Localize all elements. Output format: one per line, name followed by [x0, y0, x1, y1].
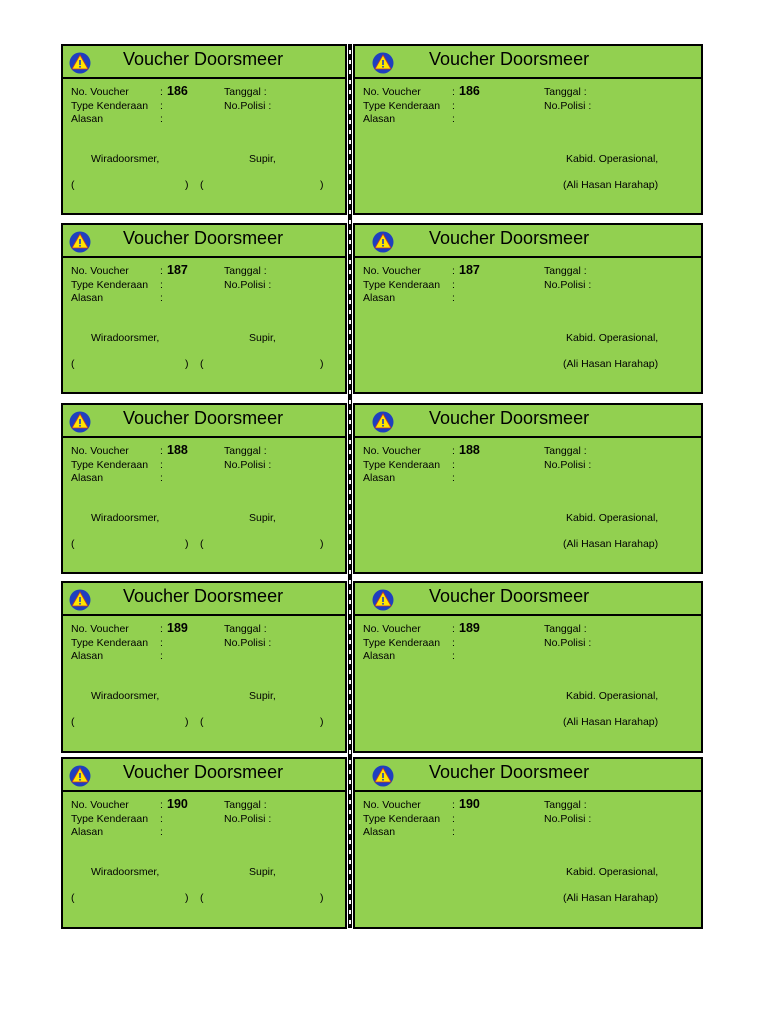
wiradoorsmer-label: Wiradoorsmer,	[91, 153, 160, 165]
voucher-header	[355, 225, 701, 258]
signature-open-paren: (	[71, 179, 75, 191]
kabid-operasional-label: Kabid. Operasional,	[566, 690, 659, 702]
tanggal-label: Tanggal :	[224, 445, 267, 457]
signature-close-paren: )	[185, 358, 189, 370]
alasan-label: Alasan	[363, 113, 396, 125]
no-polisi-label: No.Polisi :	[544, 813, 592, 825]
no-voucher-label: No. Voucher	[363, 86, 421, 98]
no-voucher-colon: :	[452, 86, 455, 98]
voucher-card-right	[353, 403, 703, 574]
alasan-colon: :	[160, 826, 163, 838]
no-polisi-label: No.Polisi :	[544, 459, 592, 471]
alasan-colon: :	[160, 472, 163, 484]
signature-open-paren: (	[71, 892, 75, 904]
supir-label: Supir,	[249, 866, 276, 878]
supir-label: Supir,	[249, 512, 276, 524]
voucher-header	[63, 46, 345, 79]
signature-open-paren: (	[200, 179, 204, 191]
type-kendaraan-label: Type Kenderaan	[71, 637, 149, 649]
voucher-number: 186	[459, 84, 480, 98]
tanggal-label: Tanggal :	[224, 86, 267, 98]
voucher-title: Voucher Doorsmeer	[123, 49, 284, 69]
type-kendaraan-colon: :	[452, 813, 455, 825]
wiradoorsmer-label: Wiradoorsmer,	[91, 512, 160, 524]
company-logo-icon	[69, 411, 91, 433]
wiradoorsmer-label: Wiradoorsmer,	[91, 332, 160, 344]
type-kendaraan-label: Type Kenderaan	[363, 459, 441, 471]
signature-close-paren: )	[185, 179, 189, 191]
kabid-name: (Ali Hasan Harahap)	[563, 716, 659, 728]
type-kendaraan-label: Type Kenderaan	[71, 459, 149, 471]
type-kendaraan-colon: :	[452, 637, 455, 649]
supir-label: Supir,	[249, 332, 276, 344]
signature-close-paren: )	[320, 716, 324, 728]
signature-close-paren: )	[320, 358, 324, 370]
type-kendaraan-colon: :	[160, 279, 163, 291]
voucher-card-left	[61, 757, 347, 929]
company-logo-icon	[372, 765, 394, 787]
tanggal-label: Tanggal :	[544, 799, 587, 811]
alasan-colon: :	[160, 292, 163, 304]
voucher-header	[355, 583, 701, 616]
kabid-name: (Ali Hasan Harahap)	[563, 538, 659, 550]
no-voucher-colon: :	[452, 623, 455, 635]
signature-close-paren: )	[320, 538, 324, 550]
voucher-header	[355, 405, 701, 438]
tanggal-label: Tanggal :	[544, 265, 587, 277]
signature-close-paren: )	[320, 892, 324, 904]
kabid-operasional-label: Kabid. Operasional,	[566, 153, 659, 165]
voucher-card-right	[353, 757, 703, 929]
no-voucher-colon: :	[160, 265, 163, 277]
type-kendaraan-label: Type Kenderaan	[363, 813, 441, 825]
no-voucher-label: No. Voucher	[363, 265, 421, 277]
alasan-label: Alasan	[363, 292, 396, 304]
voucher-title: Voucher Doorsmeer	[429, 762, 590, 782]
no-voucher-label: No. Voucher	[363, 799, 421, 811]
no-voucher-label: No. Voucher	[71, 265, 129, 277]
no-voucher-label: No. Voucher	[71, 623, 129, 635]
company-logo-icon	[372, 52, 394, 74]
kabid-operasional-label: Kabid. Operasional,	[566, 866, 659, 878]
no-voucher-label: No. Voucher	[71, 445, 129, 457]
alasan-label: Alasan	[71, 826, 104, 838]
voucher-title: Voucher Doorsmeer	[429, 408, 590, 428]
wiradoorsmer-label: Wiradoorsmer,	[91, 866, 160, 878]
no-voucher-colon: :	[452, 799, 455, 811]
alasan-colon: :	[452, 826, 455, 838]
type-kendaraan-colon: :	[452, 100, 455, 112]
voucher-number: 190	[459, 797, 480, 811]
tanggal-label: Tanggal :	[224, 623, 267, 635]
type-kendaraan-label: Type Kenderaan	[71, 279, 149, 291]
voucher-header	[63, 759, 345, 792]
voucher-row	[0, 403, 768, 574]
signature-close-paren: )	[320, 179, 324, 191]
voucher-row	[0, 757, 768, 929]
alasan-colon: :	[452, 292, 455, 304]
type-kendaraan-colon: :	[160, 637, 163, 649]
voucher-title: Voucher Doorsmeer	[429, 228, 590, 248]
no-voucher-colon: :	[160, 799, 163, 811]
voucher-row	[0, 581, 768, 753]
voucher-number: 188	[459, 443, 480, 457]
company-logo-icon	[69, 52, 91, 74]
alasan-label: Alasan	[363, 826, 396, 838]
signature-open-paren: (	[71, 716, 75, 728]
no-polisi-label: No.Polisi :	[224, 637, 272, 649]
voucher-row	[0, 44, 768, 215]
voucher-title: Voucher Doorsmeer	[123, 762, 284, 782]
type-kendaraan-colon: :	[160, 459, 163, 471]
voucher-title: Voucher Doorsmeer	[123, 408, 284, 428]
voucher-card-right	[353, 44, 703, 215]
type-kendaraan-label: Type Kenderaan	[363, 100, 441, 112]
alasan-colon: :	[452, 113, 455, 125]
type-kendaraan-colon: :	[452, 279, 455, 291]
voucher-number: 186	[167, 84, 188, 98]
alasan-colon: :	[160, 650, 163, 662]
company-logo-icon	[69, 765, 91, 787]
kabid-operasional-label: Kabid. Operasional,	[566, 332, 659, 344]
alasan-colon: :	[452, 472, 455, 484]
no-voucher-label: No. Voucher	[71, 799, 129, 811]
kabid-name: (Ali Hasan Harahap)	[563, 892, 659, 904]
voucher-title: Voucher Doorsmeer	[429, 49, 590, 69]
company-logo-icon	[69, 589, 91, 611]
no-polisi-label: No.Polisi :	[224, 100, 272, 112]
type-kendaraan-label: Type Kenderaan	[71, 100, 149, 112]
voucher-header	[355, 46, 701, 79]
no-polisi-label: No.Polisi :	[544, 279, 592, 291]
alasan-label: Alasan	[71, 472, 104, 484]
voucher-card-left	[61, 223, 347, 394]
alasan-label: Alasan	[71, 650, 104, 662]
voucher-card-right	[353, 581, 703, 753]
alasan-label: Alasan	[363, 472, 396, 484]
voucher-number: 187	[167, 263, 188, 277]
alasan-colon: :	[452, 650, 455, 662]
tanggal-label: Tanggal :	[544, 86, 587, 98]
tanggal-label: Tanggal :	[544, 445, 587, 457]
no-voucher-label: No. Voucher	[71, 86, 129, 98]
no-polisi-label: No.Polisi :	[224, 279, 272, 291]
signature-open-paren: (	[71, 538, 75, 550]
signature-open-paren: (	[71, 358, 75, 370]
voucher-card-left	[61, 403, 347, 574]
voucher-number: 190	[167, 797, 188, 811]
alasan-label: Alasan	[71, 292, 104, 304]
kabid-operasional-label: Kabid. Operasional,	[566, 512, 659, 524]
no-voucher-label: No. Voucher	[363, 445, 421, 457]
company-logo-icon	[372, 411, 394, 433]
alasan-colon: :	[160, 113, 163, 125]
alasan-label: Alasan	[363, 650, 396, 662]
no-polisi-label: No.Polisi :	[544, 637, 592, 649]
signature-close-paren: )	[185, 538, 189, 550]
voucher-header	[63, 225, 345, 258]
supir-label: Supir,	[249, 690, 276, 702]
signature-open-paren: (	[200, 716, 204, 728]
company-logo-icon	[372, 589, 394, 611]
voucher-title: Voucher Doorsmeer	[429, 586, 590, 606]
voucher-card-right	[353, 223, 703, 394]
signature-close-paren: )	[185, 716, 189, 728]
kabid-name: (Ali Hasan Harahap)	[563, 358, 659, 370]
tanggal-label: Tanggal :	[224, 265, 267, 277]
tanggal-label: Tanggal :	[224, 799, 267, 811]
signature-open-paren: (	[200, 892, 204, 904]
signature-open-paren: (	[200, 358, 204, 370]
voucher-number: 187	[459, 263, 480, 277]
voucher-number: 189	[459, 621, 480, 635]
voucher-number: 189	[167, 621, 188, 635]
signature-close-paren: )	[185, 892, 189, 904]
type-kendaraan-colon: :	[160, 100, 163, 112]
voucher-title: Voucher Doorsmeer	[123, 228, 284, 248]
voucher-header	[63, 405, 345, 438]
voucher-header	[355, 759, 701, 792]
no-voucher-colon: :	[160, 445, 163, 457]
voucher-card-left	[61, 44, 347, 215]
kabid-name: (Ali Hasan Harahap)	[563, 179, 659, 191]
type-kendaraan-label: Type Kenderaan	[71, 813, 149, 825]
voucher-title: Voucher Doorsmeer	[123, 586, 284, 606]
no-polisi-label: No.Polisi :	[544, 100, 592, 112]
wiradoorsmer-label: Wiradoorsmer,	[91, 690, 160, 702]
signature-open-paren: (	[200, 538, 204, 550]
no-voucher-colon: :	[160, 623, 163, 635]
no-polisi-label: No.Polisi :	[224, 459, 272, 471]
voucher-number: 188	[167, 443, 188, 457]
no-voucher-colon: :	[160, 86, 163, 98]
voucher-header	[63, 583, 345, 616]
voucher-card-left	[61, 581, 347, 753]
alasan-label: Alasan	[71, 113, 104, 125]
tanggal-label: Tanggal :	[544, 623, 587, 635]
no-voucher-colon: :	[452, 265, 455, 277]
no-voucher-label: No. Voucher	[363, 623, 421, 635]
no-voucher-colon: :	[452, 445, 455, 457]
voucher-row	[0, 223, 768, 394]
type-kendaraan-colon: :	[160, 813, 163, 825]
company-logo-icon	[69, 231, 91, 253]
type-kendaraan-colon: :	[452, 459, 455, 471]
no-polisi-label: No.Polisi :	[224, 813, 272, 825]
supir-label: Supir,	[249, 153, 276, 165]
type-kendaraan-label: Type Kenderaan	[363, 637, 441, 649]
company-logo-icon	[372, 231, 394, 253]
type-kendaraan-label: Type Kenderaan	[363, 279, 441, 291]
